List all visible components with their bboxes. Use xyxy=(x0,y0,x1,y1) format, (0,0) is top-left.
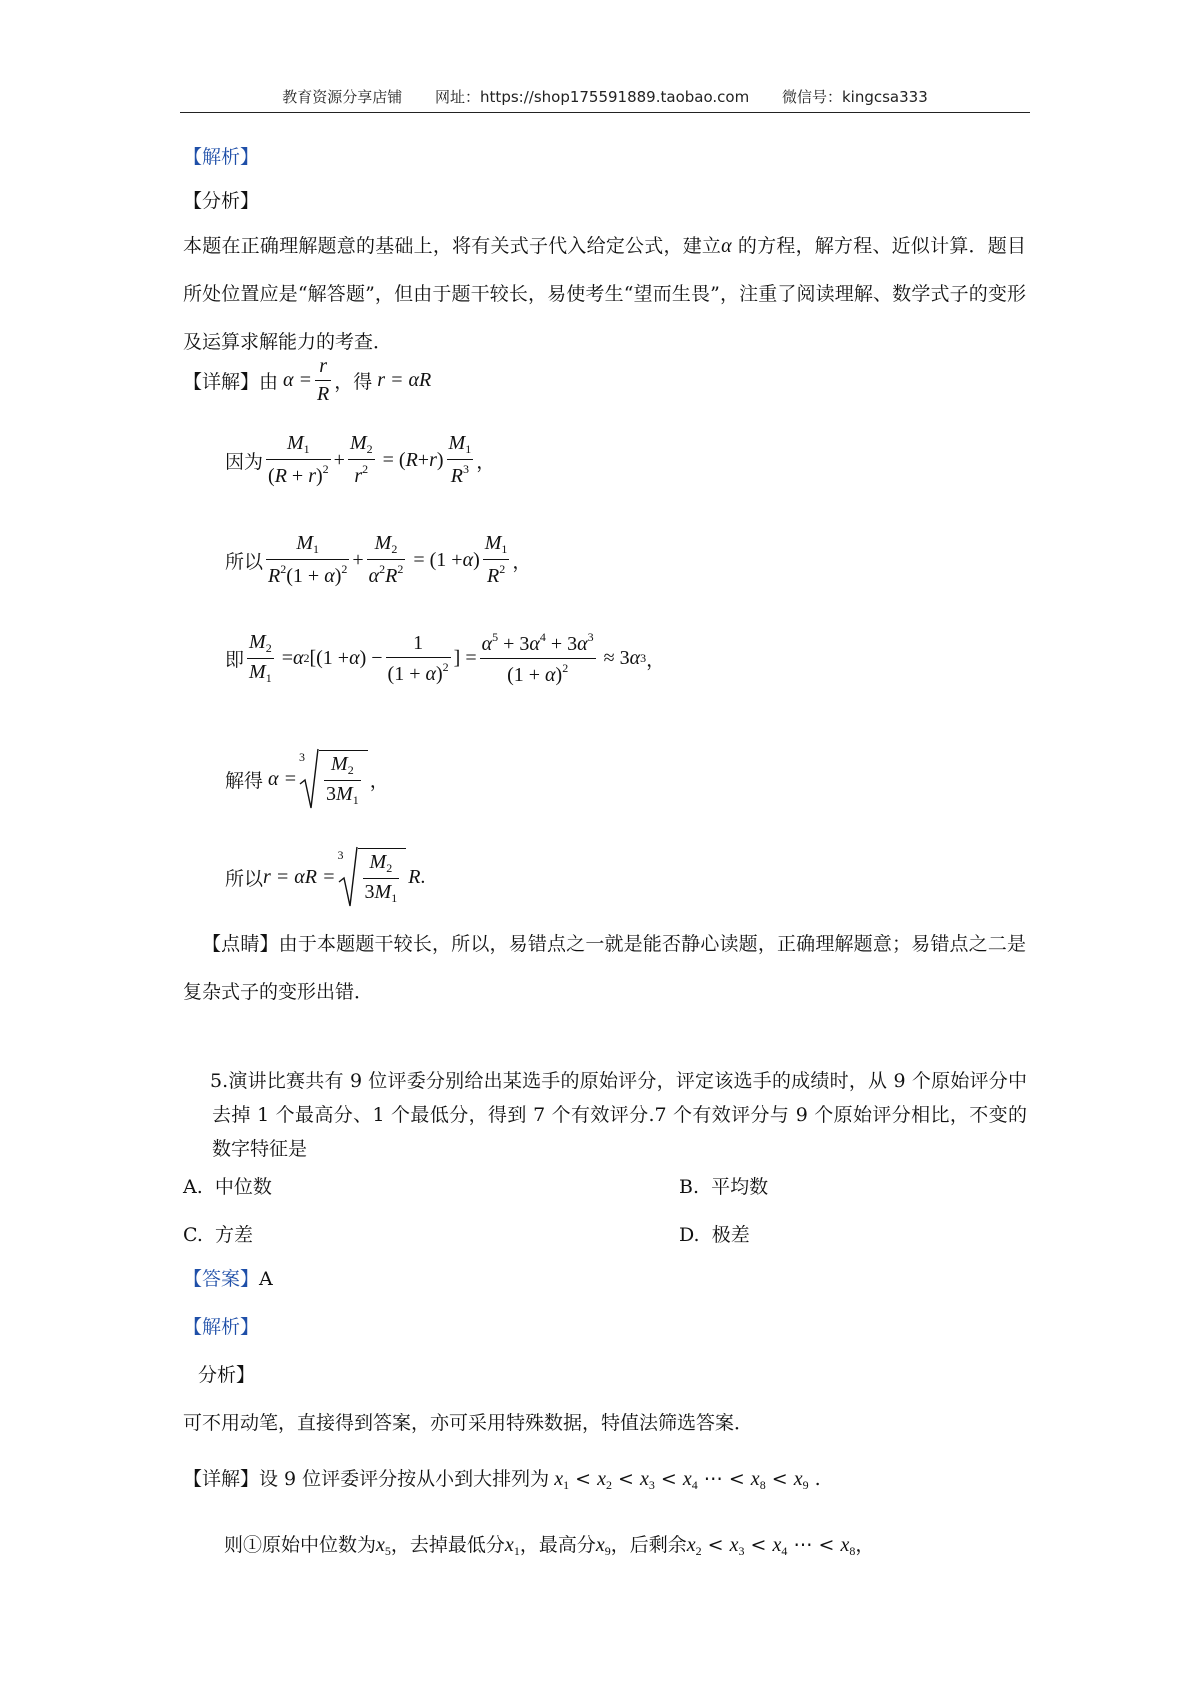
header-url: 网址：https://shop175591889.taobao.com xyxy=(435,88,750,106)
q5-fenxi-text: 可不用动笔，直接得到答案，亦可采用特殊数据，特值法筛选答案． xyxy=(183,1412,754,1434)
q4-detail-line1: 【详解】 由 α = $\frac{r}{R}$ ，得 r = αR xyxy=(183,355,432,405)
header-wechat: 微信号：kingcsa333 xyxy=(781,88,928,106)
header-rule xyxy=(180,112,1030,113)
q4-eq-yinwei: 因为 $\frac{M_1}{(R + r)^2}$ + $\frac{M_2}{r^2}$ = ( R + r ) $\frac{M_1}{R^3}$ ， xyxy=(225,432,496,487)
q4-fenxi-paragraph: 本题在正确理解题意的基础上，将有关式子代入给定公式，建立α 的方程，解方程、近似计算．题目所处位置应是“解答题”，但由于题干较长，易使考生“望而生畏”，注重了阅读理解、数学式子的变形及运算求解能力的考查． xyxy=(183,235,1026,353)
q4-eq-suoyi2: 所以 r = αR = 3 $\frac{M_2}{3M_1}$ R . xyxy=(225,846,425,908)
q4-eq-ji: 即 $\frac{M_2}{M_1}$ = α 2 [(1 + α ) − $\frac{1}{(1 + \alpha)^2}$ ] = $\frac{\alpha^5 + 3\alpha^4 + 3\alpha^3}{(1 + \alpha)^2}$ ≈ 3 α 3 ， xyxy=(225,630,666,686)
q4-eq-jiede: 解得 α = 3 $\frac{M_2}{3M_1}$ ， xyxy=(225,748,389,810)
q5-option-b: B. 平均数 xyxy=(679,1176,769,1198)
q5-jiexi-tag: 【解析】 xyxy=(183,1316,260,1338)
cube-root-2: 3 $\frac{M_2}{3M_1}$ xyxy=(338,846,407,908)
q4-dianjing-paragraph: 【点睛】由于本题题干较长，所以，易错点之一就是能否静心读题，正确理解题意；易错点之二是复杂式子的变形出错． xyxy=(183,933,1026,1003)
cube-root-1: 3 $\frac{M_2}{3M_1}$ xyxy=(299,748,368,810)
q4-fenxi-tag: 【分析】 xyxy=(183,190,260,212)
q4-jiexi-tag: 【解析】 xyxy=(183,146,260,168)
header-shop: 教育资源分享店铺 xyxy=(282,88,403,106)
q5-last-line: 则①原始中位数为$x_5$，去掉最低分$x_1$，最高分$x_9$，后剩余$x_2 < x_3 < x_4$ ⋯ < $x_8$， xyxy=(224,1534,875,1558)
q5-option-a: A. 中位数 xyxy=(183,1176,272,1198)
q5-answer: 【答案】A xyxy=(183,1268,273,1290)
page-header xyxy=(180,86,1030,107)
q5-option-d: D. 极差 xyxy=(679,1224,750,1246)
q5-option-c: C. 方差 xyxy=(183,1224,254,1246)
q5-stem: 5.演讲比赛共有 9 位评委分别给出某选手的原始评分，评定该选手的成绩时，从 9 个原始评分中去掉 1 个最高分、1 个最低分，得到 7 个有效评分.7 个有效评分与 9 个原始评分相比，不变的数字特征是 xyxy=(210,1070,1027,1160)
q5-fenxi-label: 分析】 xyxy=(198,1364,256,1386)
q4-eq-suoyi: 所以 $\frac{M_1}{R^2(1 + \alpha)^2}$ + $\frac{M_2}{\alpha^2R^2}$ = (1 + α ) $\frac{M_1}{R^2}$ ， xyxy=(225,532,532,587)
q5-detail: 【详解】设 9 位评委评分按从小到大排列为 $x_1 < x_2 < x_3 < x_4$ ⋯ < $x_8 < x_9$ . xyxy=(183,1468,821,1492)
